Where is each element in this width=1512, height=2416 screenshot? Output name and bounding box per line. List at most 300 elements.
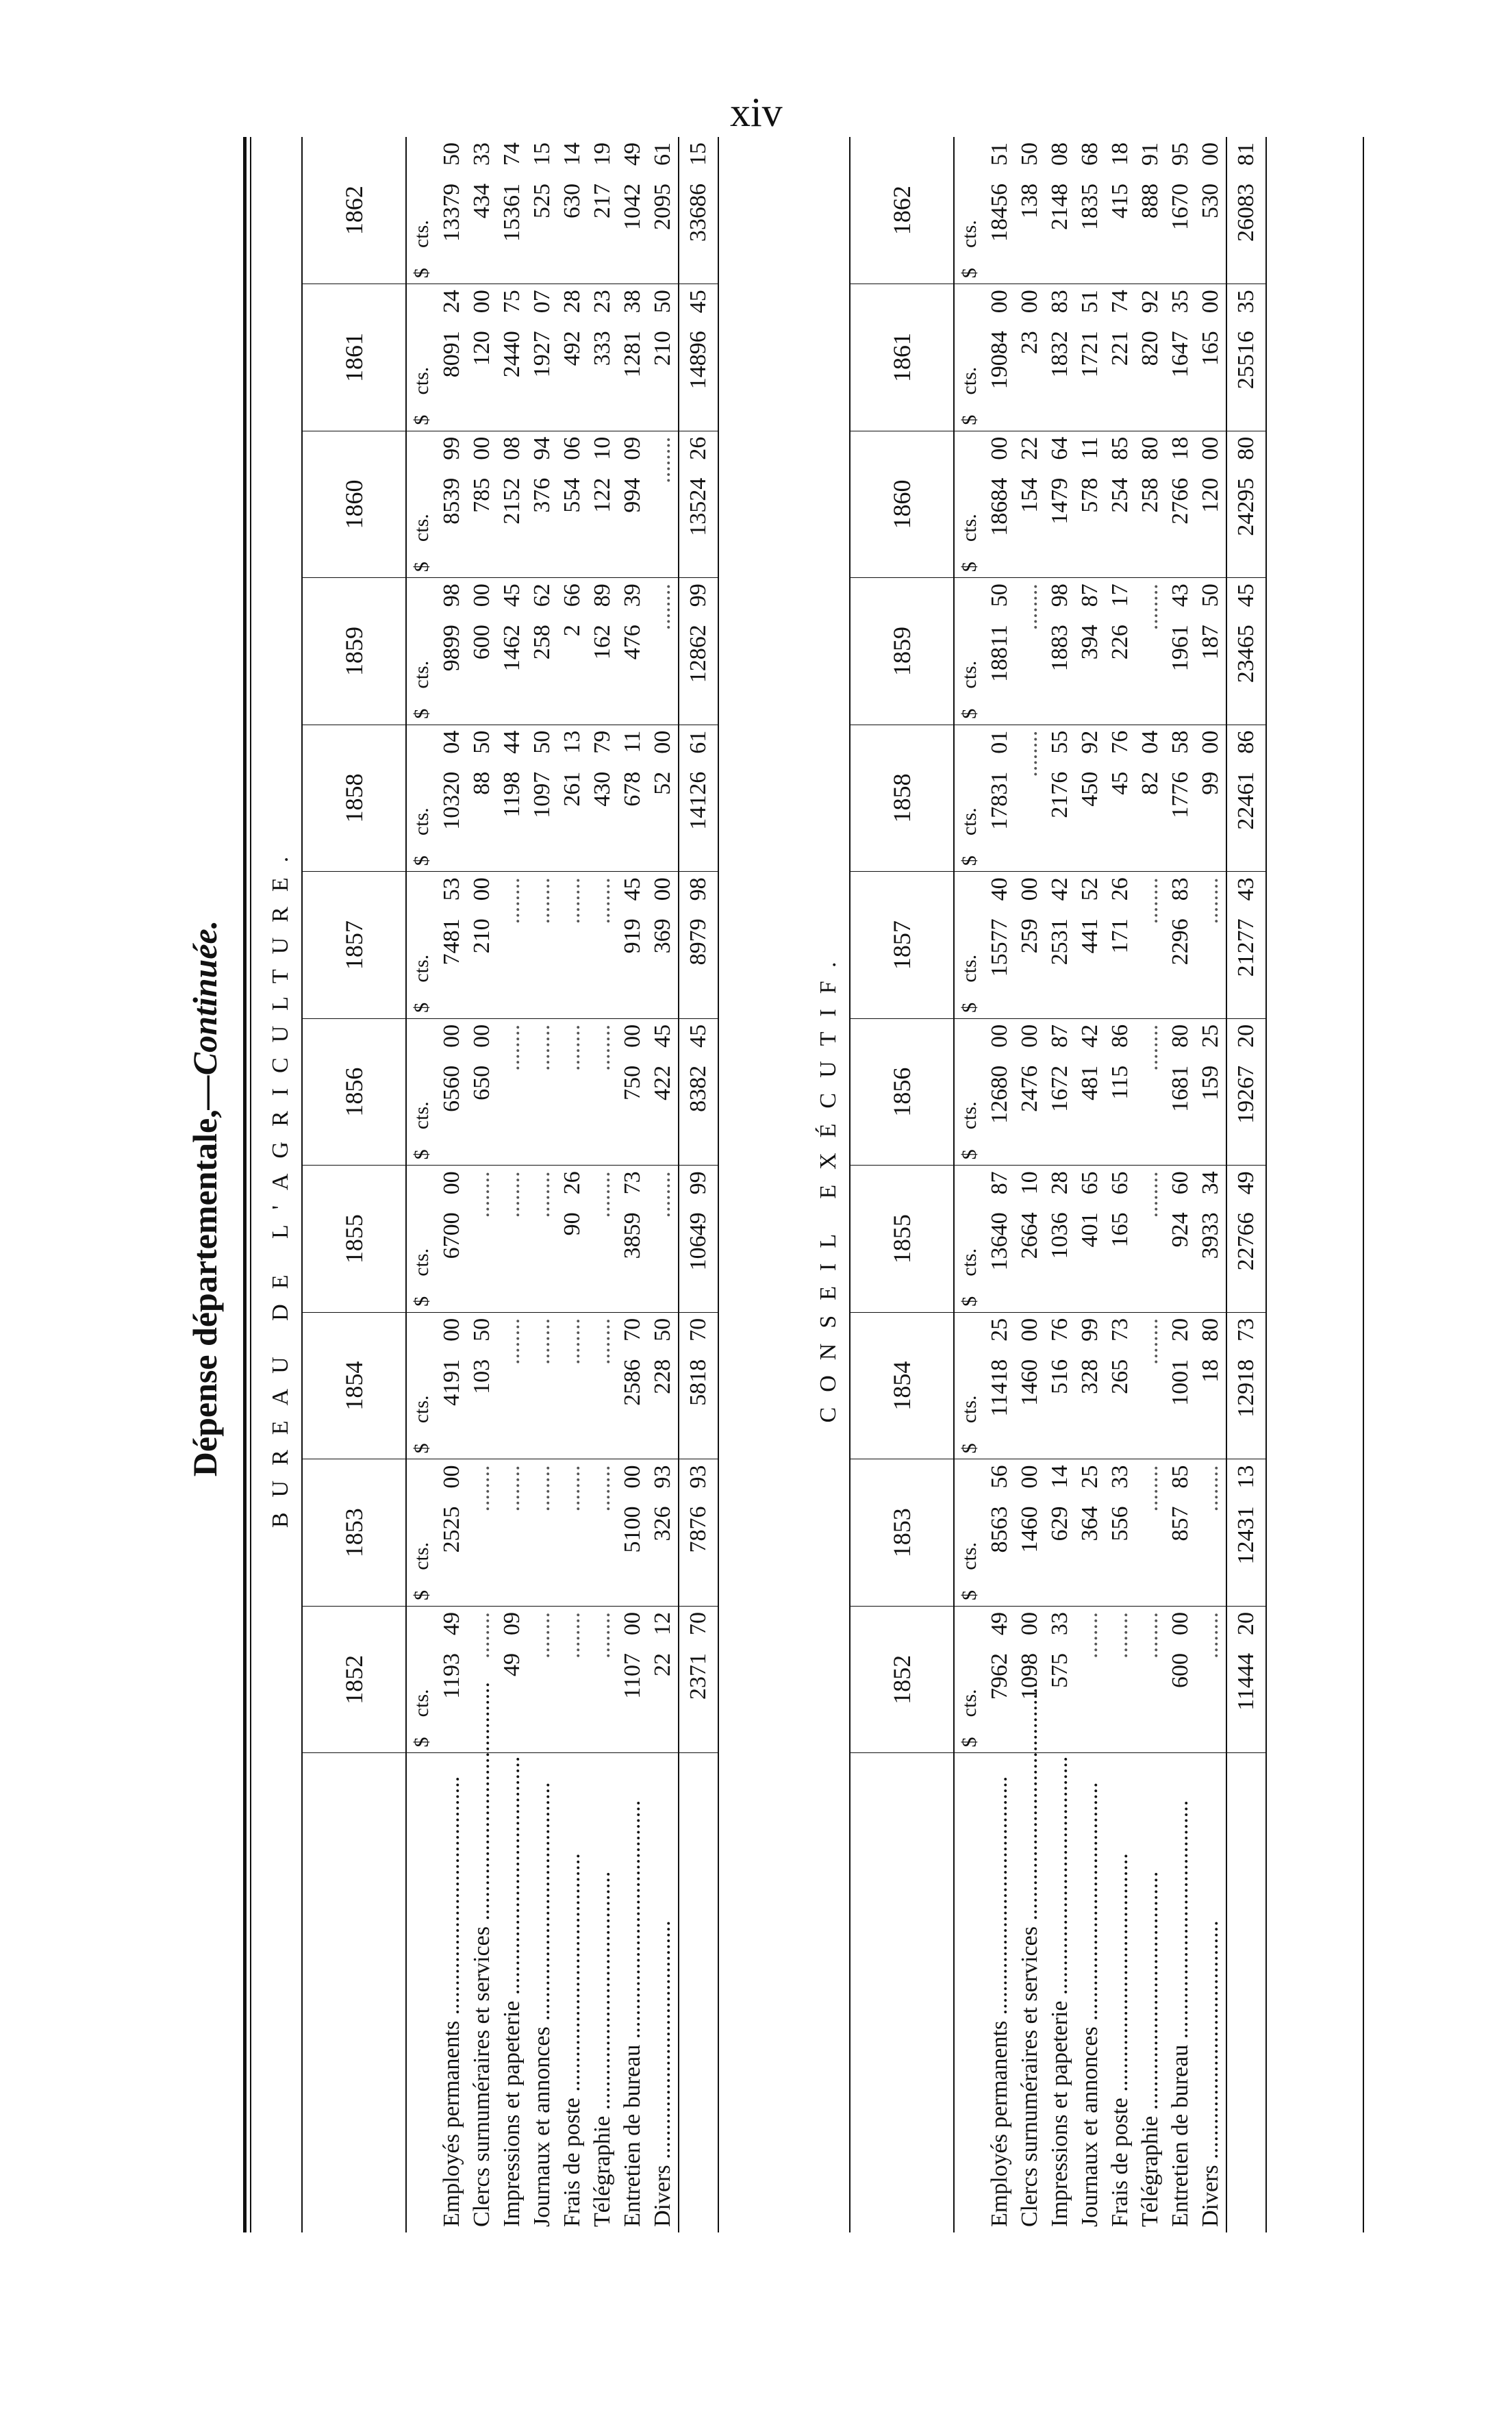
- amount-cents: 18: [1107, 142, 1133, 166]
- amount-cents: 00: [1168, 1611, 1193, 1635]
- total-cell: [1226, 725, 1266, 872]
- amount-cell: [985, 431, 1015, 578]
- amount-dollars: 1107: [620, 1652, 645, 1699]
- amount-dollars: 2152: [499, 477, 525, 525]
- table-row: [1075, 137, 1105, 2232]
- amount-cell: [1105, 1018, 1135, 1166]
- amount-cell: ........: [557, 872, 588, 1019]
- total-cell: [1226, 1606, 1266, 1753]
- total-cell: [679, 1166, 718, 1313]
- row-label: [467, 1753, 497, 2232]
- amount-cell: ........: [1075, 1606, 1105, 1753]
- amount-dollars: 516: [1047, 1359, 1072, 1394]
- amount-cents: 26: [1107, 877, 1133, 901]
- top-rule: [243, 137, 247, 2232]
- amount-cents: 22: [1017, 436, 1042, 460]
- amount-cents: 00: [469, 583, 494, 607]
- units-cell: [954, 431, 985, 578]
- amount-cents: 00: [987, 290, 1012, 314]
- cents-unit: cts.: [410, 514, 433, 542]
- amount-cell: [437, 1606, 467, 1753]
- amount-cents: 76: [1047, 1318, 1072, 1342]
- amount-cents: 85: [1168, 1465, 1193, 1489]
- amount-dollars: 22461: [1233, 771, 1259, 830]
- amount-cell: [985, 578, 1015, 725]
- cents-unit: cts.: [410, 1689, 433, 1717]
- table-row: [1166, 137, 1196, 2232]
- amount-dollars: 8563: [987, 1506, 1012, 1553]
- amount-cents: 35: [1168, 290, 1193, 314]
- units-label-cell: [954, 1753, 985, 2232]
- amount-cents: 93: [650, 1465, 675, 1489]
- amount-cell: [1045, 137, 1075, 284]
- amount-cell: [1015, 431, 1045, 578]
- amount-dollars: 90: [559, 1212, 585, 1236]
- amount-cell: [1166, 137, 1196, 284]
- row-label-text: Journaux et annonces: [1077, 2026, 1102, 2227]
- amount-cell: [1045, 1018, 1075, 1166]
- amount-dollars: 254: [1107, 477, 1133, 513]
- amount-dollars: 994: [620, 477, 645, 513]
- amount-cell: [1105, 284, 1135, 431]
- amount-dollars: 82: [1137, 771, 1163, 795]
- amount-cell: ........: [467, 1606, 497, 1753]
- total-cell: [1226, 1459, 1266, 1607]
- units-cell: [406, 1459, 437, 1607]
- amount-dollars: 430: [590, 771, 615, 807]
- amount-cents: 45: [685, 1024, 711, 1048]
- amount-cents: 80: [1233, 436, 1259, 460]
- amount-cell: [1045, 284, 1075, 431]
- amount-dollars: 10649: [685, 1212, 711, 1271]
- amount-cents: 89: [590, 583, 615, 607]
- units-cell: [954, 1166, 985, 1313]
- amount-dollars: 600: [1168, 1652, 1193, 1688]
- amount-cents: 24: [439, 290, 464, 314]
- amount-cell: ........: [1135, 578, 1166, 725]
- amount-dollars: 2531: [1047, 918, 1072, 966]
- row-label-text: Clercs surnuméraires et services: [1017, 1926, 1042, 2227]
- amount-dollars: 556: [1107, 1506, 1133, 1542]
- amount-cell: [1166, 1606, 1196, 1753]
- cents-unit: cts.: [958, 807, 981, 836]
- amount-dollars: 857: [1168, 1506, 1193, 1542]
- year-header: 1858: [850, 725, 954, 872]
- dollar-unit: $: [410, 1296, 433, 1307]
- amount-cents: 45: [620, 877, 645, 901]
- year-header: 1852: [302, 1606, 406, 1753]
- amount-cell: [1105, 431, 1135, 578]
- cents-unit: cts.: [410, 1248, 433, 1276]
- amount-cents: 00: [1198, 730, 1223, 754]
- amount-cents: 07: [529, 290, 555, 314]
- amount-cell: [437, 1018, 467, 1166]
- year-header: 1860: [850, 431, 954, 578]
- year-header: 1855: [302, 1166, 406, 1313]
- amount-cents: 10: [590, 436, 615, 460]
- units-cell: [406, 1312, 437, 1459]
- amount-dollars: 261: [559, 771, 585, 807]
- amount-cents: 00: [987, 436, 1012, 460]
- amount-cell: ........: [1135, 1459, 1166, 1607]
- amount-cell: [985, 1459, 1015, 1607]
- amount-dollars: 2664: [1017, 1212, 1042, 1259]
- cents-unit: cts.: [958, 1395, 981, 1424]
- amount-cents: 00: [469, 290, 494, 314]
- amount-cell: [1015, 137, 1045, 284]
- amount-cell: [1196, 1018, 1226, 1166]
- total-cell: [1226, 137, 1266, 284]
- amount-cents: 99: [685, 1171, 711, 1195]
- units-cell: [954, 1312, 985, 1459]
- amount-dollars: 7962: [987, 1652, 1012, 1700]
- units-cell: [406, 1166, 437, 1313]
- row-label: [557, 1753, 588, 2232]
- units-cell: [406, 431, 437, 578]
- header-label-cell: [850, 1753, 954, 2232]
- row-label: [1075, 1753, 1105, 2232]
- units-row: [954, 137, 985, 2232]
- amount-dollars: 8539: [439, 477, 464, 525]
- amount-dollars: 8979: [685, 918, 711, 966]
- amount-cents: 00: [620, 1024, 645, 1048]
- amount-cents: 98: [685, 877, 711, 901]
- rotated-page: [171, 137, 1370, 2260]
- amount-dollars: 1001: [1168, 1359, 1193, 1406]
- amount-dollars: 217: [590, 184, 615, 218]
- table-row: [557, 137, 588, 2232]
- amount-cell: [527, 284, 557, 431]
- cents-unit: cts.: [958, 1248, 981, 1276]
- amount-cell: [467, 1312, 497, 1459]
- amount-cell: [1105, 1166, 1135, 1313]
- amount-cell: [1015, 1459, 1045, 1607]
- year-header: 1858: [302, 725, 406, 872]
- cents-unit: cts.: [958, 514, 981, 542]
- amount-dollars: 115: [1107, 1065, 1133, 1100]
- amount-dollars: 12918: [1233, 1359, 1259, 1418]
- amount-dollars: 165: [1198, 331, 1223, 366]
- year-header: 1860: [302, 431, 406, 578]
- amount-dollars: 6560: [439, 1065, 464, 1112]
- amount-cell: [648, 284, 679, 431]
- total-label-cell: [679, 1753, 718, 2232]
- amount-cell: [1105, 872, 1135, 1019]
- amount-dollars: 1098: [1017, 1652, 1042, 1700]
- units-cell: [406, 1018, 437, 1166]
- amount-cell: [1075, 1166, 1105, 1313]
- amount-cents: 00: [1017, 1465, 1042, 1489]
- amount-cents: 09: [499, 1611, 525, 1635]
- amount-dollars: 13640: [987, 1212, 1012, 1271]
- amount-cents: 87: [1047, 1024, 1072, 1048]
- amount-dollars: 1832: [1047, 331, 1072, 378]
- amount-dollars: 1460: [1017, 1359, 1042, 1406]
- amount-cell: [1105, 1459, 1135, 1607]
- amount-cents: 51: [987, 142, 1012, 166]
- amount-dollars: 8382: [685, 1065, 711, 1112]
- amount-cell: [1075, 431, 1105, 578]
- amount-cell: ........: [497, 1312, 527, 1459]
- dollar-unit: $: [958, 1296, 981, 1307]
- amount-cell: [1105, 137, 1135, 284]
- amount-dollars: 25516: [1233, 331, 1259, 390]
- amount-cents: 00: [1017, 1318, 1042, 1342]
- amount-cell: [467, 872, 497, 1019]
- amount-cents: 25: [987, 1318, 1012, 1342]
- amount-cents: 14: [559, 142, 585, 166]
- total-label-cell: [1226, 1753, 1266, 2232]
- amount-cents: 61: [650, 142, 675, 166]
- cents-unit: cts.: [958, 660, 981, 689]
- amount-dollars: 9899: [439, 625, 464, 672]
- amount-cents: 20: [1168, 1318, 1193, 1342]
- amount-cents: 52: [1077, 877, 1102, 901]
- amount-cell: ........: [527, 1459, 557, 1607]
- amount-dollars: 7876: [685, 1506, 711, 1553]
- amount-cell: [1196, 1312, 1226, 1459]
- amount-dollars: 103: [469, 1359, 494, 1394]
- amount-dollars: 1198: [499, 771, 525, 818]
- amount-cents: 75: [499, 290, 525, 314]
- total-cell: [679, 872, 718, 1019]
- amount-cell: [1075, 872, 1105, 1019]
- amount-dollars: 120: [1198, 477, 1223, 513]
- section-bureau-agriculture: [260, 137, 719, 2232]
- amount-cell: [527, 431, 557, 578]
- amount-dollars: 49: [499, 1652, 525, 1676]
- amount-cell: [1015, 872, 1045, 1019]
- amount-dollars: 17831: [987, 771, 1012, 830]
- amount-dollars: 45: [1107, 771, 1133, 795]
- amount-dollars: 629: [1047, 1506, 1072, 1542]
- amount-dollars: 364: [1077, 1506, 1102, 1542]
- amount-dollars: 22: [650, 1652, 675, 1676]
- amount-dollars: 1462: [499, 625, 525, 672]
- amount-cell: [497, 137, 527, 284]
- amount-cents: 73: [1233, 1318, 1259, 1342]
- amount-cents: 00: [987, 1024, 1012, 1048]
- amount-cell: [985, 284, 1015, 431]
- table-row: [1015, 137, 1045, 2232]
- amount-cell: ........: [497, 1018, 527, 1166]
- amount-dollars: 14126: [685, 771, 711, 830]
- table-row: [1045, 137, 1075, 2232]
- amount-dollars: 18684: [987, 477, 1012, 536]
- amount-cents: 50: [650, 290, 675, 314]
- amount-dollars: 401: [1077, 1212, 1102, 1248]
- cents-unit: cts.: [410, 1395, 433, 1424]
- amount-cell: ........: [588, 1459, 618, 1607]
- dollar-unit: $: [958, 1002, 981, 1013]
- row-label-text: Frais de poste: [1107, 2098, 1133, 2227]
- cents-unit: cts.: [958, 220, 981, 249]
- amount-cents: 73: [1107, 1318, 1133, 1342]
- amount-dollars: 6700: [439, 1212, 464, 1259]
- amount-cell: [985, 1312, 1015, 1459]
- amount-cents: 01: [987, 730, 1012, 754]
- amount-dollars: 11444: [1233, 1652, 1259, 1711]
- amount-cents: 94: [529, 436, 555, 460]
- dollar-unit: $: [410, 708, 433, 719]
- amount-cents: 00: [1198, 290, 1223, 314]
- amount-dollars: 2525: [439, 1506, 464, 1553]
- amount-dollars: 171: [1107, 918, 1133, 954]
- amount-dollars: 1460: [1017, 1506, 1042, 1553]
- amount-cents: 99: [439, 436, 464, 460]
- amount-cents: 86: [1233, 730, 1259, 754]
- amount-cell: [618, 725, 648, 872]
- row-label: [1196, 1753, 1226, 2232]
- amount-cents: 50: [469, 730, 494, 754]
- amount-cents: 44: [499, 730, 525, 754]
- year-header: 1852: [850, 1606, 954, 1753]
- units-cell: [406, 578, 437, 725]
- amount-cell: [497, 725, 527, 872]
- amount-cents: 13: [1233, 1465, 1259, 1489]
- amount-cents: 68: [1077, 142, 1102, 166]
- total-cell: [1226, 1312, 1266, 1459]
- amount-cell: [1135, 431, 1166, 578]
- amount-cents: 42: [1077, 1024, 1102, 1048]
- amount-cell: [648, 1312, 679, 1459]
- amount-dollars: 7481: [439, 918, 464, 966]
- dollar-unit: $: [958, 708, 981, 719]
- amount-cents: 09: [620, 436, 645, 460]
- amount-cell: [1075, 137, 1105, 284]
- amount-dollars: 376: [529, 477, 555, 513]
- amount-cents: 43: [1168, 583, 1193, 607]
- total-row: [679, 137, 718, 2232]
- amount-cell: ........: [557, 1312, 588, 1459]
- amount-cell: [527, 725, 557, 872]
- running-title: [185, 137, 225, 2260]
- amount-dollars: 2: [559, 625, 585, 637]
- amount-cents: 61: [685, 730, 711, 754]
- amount-dollars: 1670: [1168, 184, 1193, 230]
- amount-cell: ........: [588, 1166, 618, 1313]
- amount-cents: 08: [499, 436, 525, 460]
- row-label: [648, 1753, 679, 2232]
- amount-cents: 53: [439, 877, 464, 901]
- amount-cell: ........: [557, 1018, 588, 1166]
- amount-cents: 26: [559, 1171, 585, 1195]
- amount-cell: [1075, 1312, 1105, 1459]
- amount-cents: 50: [987, 583, 1012, 607]
- amount-cell: [985, 1166, 1015, 1313]
- amount-cents: 00: [1198, 436, 1223, 460]
- table-row: [618, 137, 648, 2232]
- amount-dollars: 650: [469, 1065, 494, 1100]
- dollar-unit: $: [410, 268, 433, 279]
- amount-cents: 33: [1107, 1465, 1133, 1489]
- amount-cell: [1075, 1018, 1105, 1166]
- amount-dollars: 450: [1077, 771, 1102, 807]
- amount-dollars: 13524: [685, 477, 711, 536]
- dollar-unit: $: [410, 414, 433, 425]
- year-header: 1857: [850, 872, 954, 1019]
- amount-dollars: 221: [1107, 331, 1133, 366]
- header-row: [302, 137, 406, 2232]
- amount-cell: [557, 431, 588, 578]
- amount-cell: [1075, 725, 1105, 872]
- amount-dollars: 12431: [1233, 1506, 1259, 1565]
- units-cell: [954, 578, 985, 725]
- amount-dollars: 1835: [1077, 184, 1102, 230]
- year-header: 1861: [302, 284, 406, 431]
- amount-cell: [1045, 1166, 1075, 1313]
- cents-unit: cts.: [410, 807, 433, 836]
- amount-cents: 00: [469, 877, 494, 901]
- amount-cents: 83: [1168, 877, 1193, 901]
- amount-cell: ........: [497, 1459, 527, 1607]
- amount-cell: [1045, 578, 1075, 725]
- amount-cell: [648, 725, 679, 872]
- amount-cell: [1196, 284, 1226, 431]
- amount-dollars: 1193: [439, 1652, 464, 1699]
- amount-cell: [588, 431, 618, 578]
- total-cell: [1226, 578, 1266, 725]
- amount-cell: [467, 578, 497, 725]
- amount-cents: 00: [439, 1318, 464, 1342]
- amount-cents: 34: [1198, 1171, 1223, 1195]
- amount-cell: ........: [527, 1312, 557, 1459]
- units-row: [406, 137, 437, 2232]
- units-label-cell: [406, 1753, 437, 2232]
- amount-cents: 70: [685, 1318, 711, 1342]
- cents-unit: cts.: [958, 954, 981, 983]
- amount-cell: [467, 284, 497, 431]
- amount-cell: [618, 1312, 648, 1459]
- row-label: [1105, 1753, 1135, 2232]
- amount-cell: [1045, 725, 1075, 872]
- amount-cell: ........: [588, 872, 618, 1019]
- amount-cents: 50: [1198, 583, 1223, 607]
- amount-cents: 92: [1077, 730, 1102, 754]
- amount-dollars: 820: [1137, 331, 1163, 366]
- amount-cents: 49: [620, 142, 645, 166]
- amount-dollars: 52: [650, 771, 675, 795]
- amount-dollars: 12680: [987, 1065, 1012, 1124]
- table-row: [648, 137, 679, 2232]
- amount-cents: 00: [620, 1465, 645, 1489]
- row-label: [1015, 1753, 1045, 2232]
- amount-cents: 04: [439, 730, 464, 754]
- amount-dollars: 11418: [987, 1359, 1012, 1417]
- amount-dollars: 2176: [1047, 771, 1072, 818]
- total-cell: [679, 578, 718, 725]
- total-cell: [679, 284, 718, 431]
- amount-cell: ........: [1135, 1312, 1166, 1459]
- amount-cell: [618, 578, 648, 725]
- amount-dollars: 265: [1107, 1359, 1133, 1394]
- amount-cents: 83: [1047, 290, 1072, 314]
- amount-dollars: 1042: [620, 184, 645, 230]
- amount-dollars: 159: [1198, 1065, 1223, 1100]
- year-header: 1857: [302, 872, 406, 1019]
- amount-cell: [648, 1459, 679, 1607]
- section-title: CONSEIL EXÉCUTIF.: [816, 946, 841, 1423]
- total-cell: [679, 1018, 718, 1166]
- amount-cell: [497, 1606, 527, 1753]
- year-header: 1853: [302, 1459, 406, 1607]
- total-cell: [1226, 431, 1266, 578]
- row-label-text: Clercs surnuméraires et services: [469, 1926, 494, 2227]
- amount-dollars: 476: [620, 625, 645, 660]
- amount-cell: [618, 431, 648, 578]
- amount-cell: [1166, 578, 1196, 725]
- amount-cell: [1166, 1459, 1196, 1607]
